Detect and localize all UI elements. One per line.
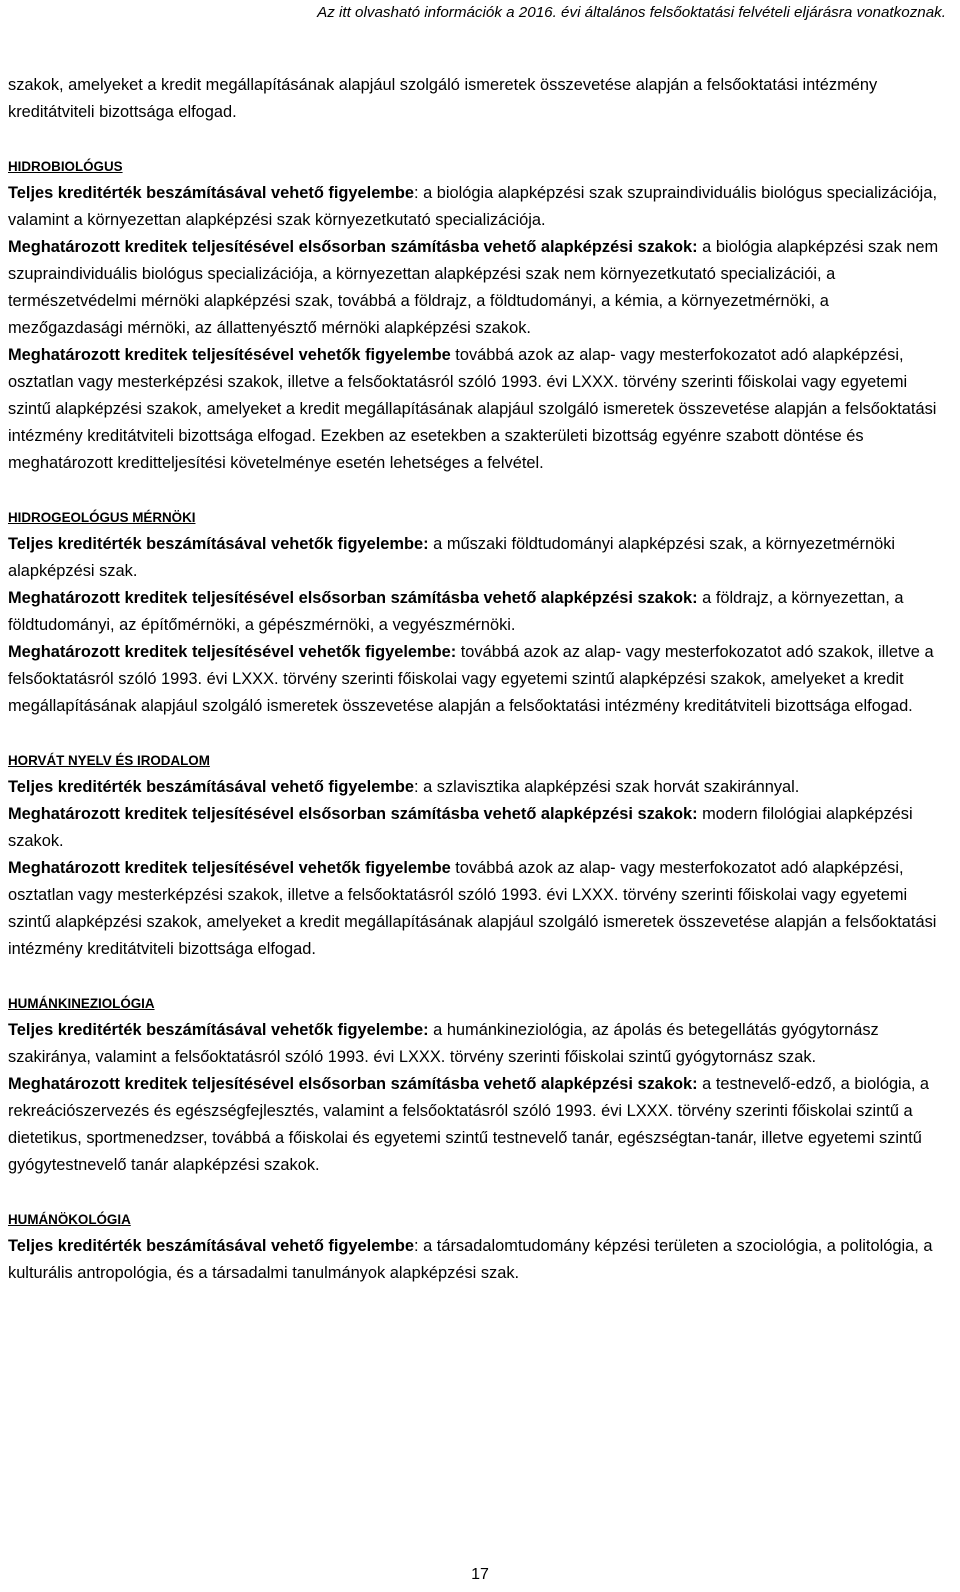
section-paragraph <box>8 531 948 585</box>
paragraph-text: : a társadalomtudomány képzési területen a szociológia, a politológia, a kulturális antropológia, és a társadalmi tanulmányok alapképzési szak. <box>8 1237 933 1282</box>
section-title: HIDROBIOLÓGUS <box>8 159 123 174</box>
paragraph-label: Teljes kreditérték beszámításával vehetők figyelembe: <box>8 535 429 553</box>
section-paragraph <box>8 1071 948 1179</box>
paragraph-label: Meghatározott kreditek teljesítésével vehetők figyelembe: <box>8 643 457 661</box>
paragraph-label: Teljes kreditérték beszámításával vehető figyelembe <box>8 778 415 796</box>
paragraph-label: Meghatározott kreditek teljesítésével vehetők figyelembe <box>8 346 451 364</box>
section-paragraph <box>8 180 948 234</box>
paragraph-text: : a szlavisztika alapképzési szak horvát szakiránnyal. <box>414 778 800 796</box>
paragraph-text: modern filológiai alapképzési szakok. <box>8 805 913 850</box>
paragraph-label: Teljes kreditérték beszámításával vehetők figyelembe: <box>8 1021 429 1039</box>
section-hidrogeologus-mernoki <box>8 504 948 720</box>
section-paragraph <box>8 234 948 342</box>
section-paragraph <box>8 801 948 855</box>
paragraph-label: Meghatározott kreditek teljesítésével elsősorban számításba vehető alapképzési szakok: <box>8 1075 698 1093</box>
intro-paragraph: szakok, amelyeket a kredit megállapításának alapjául szolgáló ismeretek összevetése alapján a felsőoktatási intézmény kreditátviteli bizottsága elfogad. <box>8 76 878 121</box>
paragraph-label: Meghatározott kreditek teljesítésével elsősorban számításba vehető alapképzési szakok: <box>8 589 698 607</box>
section-paragraph <box>8 639 948 720</box>
section-paragraph <box>8 1233 948 1287</box>
page-header: Az itt olvasható információk a 2016. évi általános felsőoktatási felvételi eljárásra vonatkoznak. <box>317 4 946 21</box>
section-horvat-nyelv-es-irodalom <box>8 747 948 963</box>
paragraph-label: Teljes kreditérték beszámításával vehető figyelembe <box>8 1237 415 1255</box>
paragraph-text: a földrajz, a környezettan, a földtudományi, az építőmérnöki, a gépészmérnöki, a vegyészmérnöki. <box>8 589 904 634</box>
section-title: HORVÁT NYELV ÉS IRODALOM <box>8 753 210 768</box>
document-body <box>8 72 948 1287</box>
section-paragraph <box>8 1017 948 1071</box>
paragraph-label: Meghatározott kreditek teljesítésével elsősorban számításba vehető alapképzési szakok: <box>8 805 698 823</box>
section-paragraph <box>8 855 948 963</box>
paragraph-text: továbbá azok az alap- vagy mesterfokozatot adó alapképzési, osztatlan vagy mesterképzési szakok, illetve a felsőoktatásról szóló 1993. évi LXXX. törvény szerinti főiskolai vagy egyetemi szintű alapképzési szakok, amelyeket a kredit megállapításának alapjául szolgáló ismeretek összevetése alapján a felsőoktatási intézmény kreditátviteli bizottsága elfogad. <box>8 859 937 958</box>
section-paragraph <box>8 585 948 639</box>
section-paragraph <box>8 342 948 477</box>
paragraph-text: a testnevelő-edző, a biológia, a rekreációszervezés és egészségfejlesztés, valamint a felsőoktatásról szóló 1993. évi LXXX. törvény szerinti főiskolai szintű a dietetikus, sportmenedzser, továbbá a főiskolai és egyetemi szintű testnevelő tanár, egészségtan-tanár, illetve egyetemi szintű gyógytestnevelő tanár alapképzési szakok. <box>8 1075 930 1174</box>
paragraph-label: Meghatározott kreditek teljesítésével vehetők figyelembe <box>8 859 451 877</box>
paragraph-text: a humánkineziológia, az ápolás és betegellátás gyógytornász szakiránya, valamint a felsőoktatásról szóló 1993. évi LXXX. törvény szerinti főiskolai szintű gyógytornász szak. <box>8 1021 879 1066</box>
paragraph-text: a műszaki földtudományi alapképzési szak, a környezetmérnöki alapképzési szak. <box>8 535 896 580</box>
paragraph-text: továbbá azok az alap- vagy mesterfokozatot adó alapképzési, osztatlan vagy mesterképzési szakok, illetve a felsőoktatásról szóló 1993. évi LXXX. törvény szerinti főiskolai vagy egyetemi szintű alapképzési szakok, amelyeket a kredit megállapításának alapjául szolgáló ismeretek összevetése alapján a felsőoktatási intézmény kreditátviteli bizottsága elfogad. Ezekben az esetekben a szakterületi bizottság egyénre szabott döntése és meghatározott kreditteljesítési követelménye esetén lehetséges a felvétel. <box>8 346 937 472</box>
section-title: HIDROGEOLÓGUS MÉRNÖKI <box>8 510 196 525</box>
section-title: HUMÁNÖKOLÓGIA <box>8 1212 131 1227</box>
paragraph-label: Meghatározott kreditek teljesítésével elsősorban számításba vehető alapképzési szakok: <box>8 238 698 256</box>
section-humankineziologia <box>8 990 948 1179</box>
page-number: 17 <box>471 1566 489 1583</box>
paragraph-text: a biológia alapképzési szak nem szupraindividuális biológus specializációja, a környezettan alapképzési szak nem környezetkutató specializációi, a természetvédelmi mérnöki alapképzési szak, továbbá a földrajz, a földtudományi, a kémia, a környezetmérnöki, a mezőgazdasági mérnöki, az állattenyésztő mérnöki alapképzési szakok. <box>8 238 939 337</box>
section-humanokologia <box>8 1206 948 1287</box>
section-title: HUMÁNKINEZIOLÓGIA <box>8 996 155 1011</box>
paragraph-label: Teljes kreditérték beszámításával vehető figyelembe <box>8 184 415 202</box>
paragraph-text: : a biológia alapképzési szak szupraindividuális biológus specializációja, valamint a környezettan alapképzési szak környezetkutató specializációja. <box>8 184 937 229</box>
paragraph-text: továbbá azok az alap- vagy mesterfokozatot adó szakok, illetve a felsőoktatásról szóló 1993. évi LXXX. törvény szerinti főiskolai vagy egyetemi szintű alapképzési szakok, amelyeket a kredit megállapításának alapjául szolgáló ismeretek összevetése alapján a felsőoktatási intézmény kreditátviteli bizottsága elfogad. <box>8 643 934 715</box>
section-hidrobiologus <box>8 153 948 477</box>
section-paragraph <box>8 774 948 801</box>
